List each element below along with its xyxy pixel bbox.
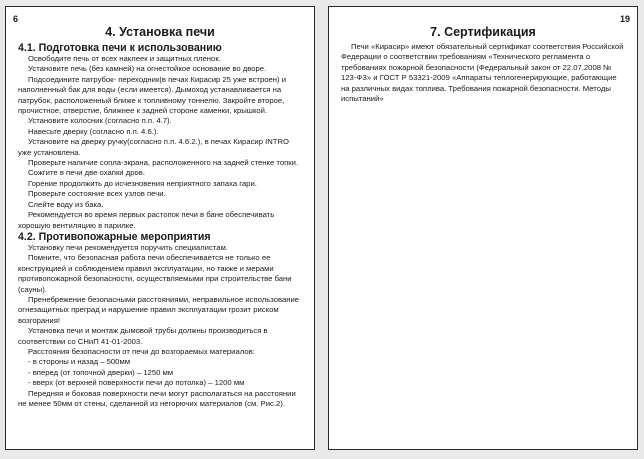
left-page-content: [18, 25, 302, 409]
paragraph: Установите на дверку ручку(согласно п.п. 4.6.2.), в печах Кирасир INTRO уже установлена.: [18, 137, 290, 157]
paragraph: Печи «Кирасир» имеют обязательный сертификат соответствия Российской Федерации о соответствии требованиям «Технического регламента о требованиях пожарной безопасности (Федеральный закон от 22.07.2008 № 123-ФЗ» и ГОСТ Р 53321-2009 «Аппараты теплогенерирующие, работающие на различных видах топлива. Требования пожарной безопасности. Методы испытаний»: [341, 42, 624, 104]
paragraph: Навесьте дверку (согласно п.п. 4.6.).: [28, 126, 159, 136]
right-page: [328, 6, 638, 450]
paragraph: Передняя и боковая поверхности печи могут располагаться на расстоянии не менее 50мм от стены, сделанной из негорючих материалов (см. Рис.2).: [18, 388, 296, 408]
paragraph: Установку печи рекомендуется поручить специалистам.: [28, 242, 228, 252]
paragraph: Помните, что безопасная работа печи обеспечивается не только ее конструкцией и соблюдением правил эксплуатации, но также и мерами противопожарной безопасности, осуществляемыми при строительстве бани (сауны).: [18, 253, 292, 294]
paragraph: Сожгите в печи две охапки дров.: [28, 168, 145, 178]
page-number: 6: [13, 14, 19, 24]
paragraph: Рекомендуется во время первых растопок печи в бане обеспечивать хорошую вентиляцию в парилке.: [18, 210, 275, 230]
paragraph: Слейте воду из бака.: [28, 199, 104, 209]
paragraph: Подсоедините патрубок- переходник(в печах Кирасир 25 уже встроен) и наполненный бак для воды (если имеется). Дымоход устанавливается на патрубок, расположенный ближе к топливному тоннелю. Закройте второе, прочистное, отверстие, ближнее к задней стороне каменки, крышкой.: [18, 74, 287, 116]
page-number: 19: [619, 14, 630, 24]
paragraph: Проверьте состояние всех узлов печи.: [28, 189, 166, 199]
paragraph: Освободите печь от всех наклеек и защитных пленок.: [28, 54, 221, 63]
paragraph: Пренебрежение безопасными расстояниями, неправильное использование огнезащитных преград и нарушение правил эксплуатации грозит риском возгорания!: [18, 294, 300, 325]
subsection-title: 4.1. Подготовка печи к использованию: [18, 42, 222, 54]
paragraph: Установите печь (без камней) на огнестойкое основание во дворе.: [28, 64, 267, 74]
subsection-title: 4.2. Противопожарные мероприятия: [18, 230, 211, 243]
list-item: - в стороны и назад – 500мм: [28, 357, 131, 367]
list-item: - вперед (от топочной дверки) – 1250 мм: [28, 367, 174, 377]
paragraph: Расстояния безопасности от печи до возгораемых материалов:: [28, 346, 255, 356]
paragraph: Проверьте наличие сопла-экрана, расположенного на задней стенке топки.: [28, 158, 299, 168]
paragraph: Установите колосник (согласно п.п. 4.7).: [28, 116, 172, 126]
right-page-content: [341, 25, 625, 104]
paragraph: Установка печи и монтаж дымовой трубы должны производиться в соответствии со СНиП 41-01-2003.: [18, 326, 268, 346]
list-item: - вверх (от верхней поверхности печи до потолка) – 1200 мм: [28, 378, 245, 388]
paragraph: Горение продолжить до исчезновения неприятного запаха гари.: [28, 178, 257, 188]
section-title: 7. Сертификация: [430, 25, 536, 39]
section-title: 4. Установка печи: [105, 25, 215, 39]
left-page: [5, 6, 315, 450]
